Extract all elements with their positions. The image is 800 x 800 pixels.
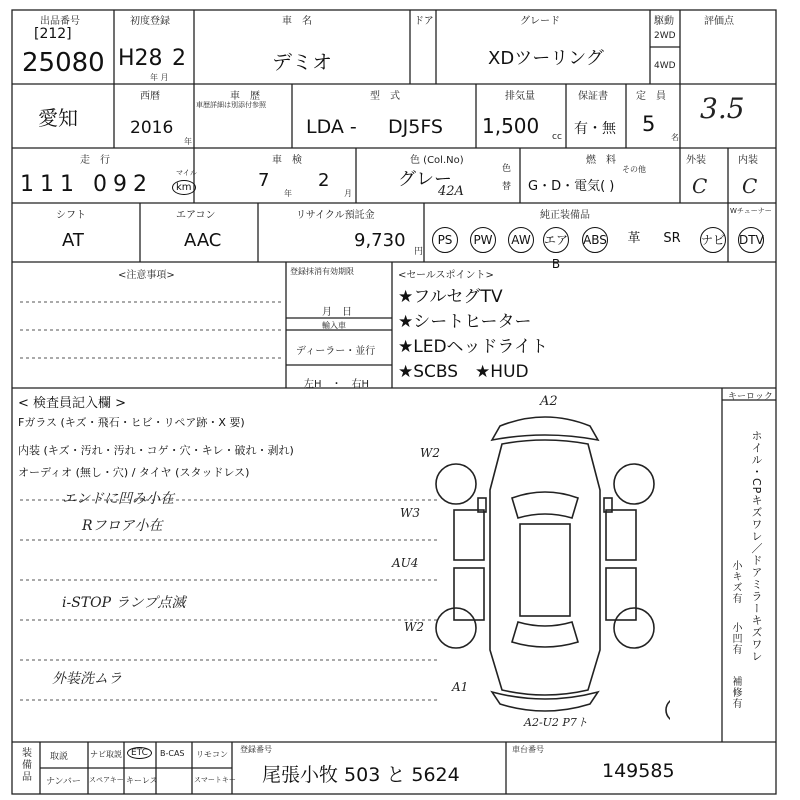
ac-label: エアコン [176,210,216,221]
recall-label: 登録抹消有効期限 [290,267,354,276]
footer-item-manual: 取説 [50,752,69,762]
equipment-item [432,227,458,253]
ac: AAC [184,230,222,251]
equipment-item-label: 革 [627,231,641,246]
capacity-unit: 名 [671,133,679,142]
footer-item-navi-manual: ナビ取説 [90,750,122,759]
hand-note-3: i-STOP ランプ点滅 [62,595,186,611]
shift-label: シフト [56,210,86,221]
lot-number: 25080 [22,48,105,78]
equipment-item [700,227,726,253]
handle-label: 左H ・ 右H [304,379,370,390]
equipment-item [470,227,496,253]
equipment-item [660,227,684,251]
color-change-label: 色替 [502,164,512,192]
model-label: 型 式 [370,91,400,102]
color-code: 42A [438,184,464,199]
hand-note-4: 外装洗ムラ [52,671,122,687]
shaken-year: 7 [258,170,270,191]
equipment-item [543,227,569,272]
tv-label: Wチューナー [730,207,772,215]
footer-item-etc: ETC [127,747,152,759]
color-label: 色 (Col.No) [410,155,464,166]
sales-label: <セールスポイント> [398,270,494,281]
keylock-label: キーロック [728,392,773,402]
footer-item-number: ナンバー [46,777,81,787]
recycle: 9,730 [354,230,406,251]
chassis-label: 車台番号 [512,745,544,754]
lot-label: 出品番号 [40,16,80,27]
cc-label: 排気量 [505,91,535,102]
color: グレー [398,169,452,190]
warranty-label: 保証書 [578,91,608,102]
mileage-unit-alt: マイル [176,169,197,177]
first-reg-era: H28 [118,46,163,71]
warranty: 有・無 [574,121,616,137]
fuel-label: 燃 料 [586,155,616,166]
mark-w3: W3 [400,506,420,520]
exterior: C [692,174,708,198]
capacity: 5 [642,112,656,136]
year-label: 西暦 [140,91,160,102]
mark-a2-top: A2 [540,394,558,409]
interior: C [742,174,758,198]
hand-note-2: Rフロア小在 [82,518,163,534]
equipment-label: 純正装備品 [540,210,590,221]
score-label: 評価点 [704,16,734,27]
history-label: 車 歴 [230,91,260,102]
import-label: 輸入車 [322,321,346,330]
right-vertical-note: ホイル・CPキズワレ／ドアミラーキズワレ [750,430,763,663]
footer-item-keyless: キーレス [126,776,158,785]
first-reg-label: 初度登録 [130,16,170,27]
inspection-title: < 検査員記入欄 > [18,396,127,411]
sales-point-3: ★LEDヘッドライト [398,337,549,357]
inspection-interior: 内装 (キズ・汚れ・汚れ・コゲ・穴・キレ・破れ・剥れ) [18,444,294,457]
score: 3.5 [700,92,745,125]
grade-label: グレード [520,16,560,27]
cc-unit: cc [552,132,562,142]
recall-date: 月 日 [322,307,352,318]
year-unit: 年 [184,137,192,146]
equipment-item-label: ナビ [700,227,726,253]
door-label: ドア [414,16,434,27]
fuel: G・D・電気( ) [528,179,615,194]
mark-a1: A1 [452,680,469,694]
dealer-label: ディーラー・並行 [296,346,376,357]
recycle-label: リサイクル預託金 [296,210,375,221]
equipment-item-label: PW [470,227,496,253]
grade: XDツーリング [488,48,604,69]
drive-label: 駆動 [654,16,674,27]
drive-2wd: 2WD [654,31,676,41]
equipment-item-label: DTV [738,227,764,253]
car-name-label: 車 名 [282,16,312,27]
sales-point-4: ★SCBS ★HUD [398,362,529,382]
equipment-item-label: ABS [582,227,608,253]
footer-item-bcas: B-CAS [160,749,185,758]
model-prefix: LDA - [306,116,357,138]
history-sub: 車歴詳細は別添付参照 [196,101,266,109]
equipment-item-label: PS [432,227,458,253]
mark-a2-rear: A2-U2 P7ト [524,716,588,729]
interior-label: 内装 [738,155,758,166]
sales-point-1: ★フルセグTV [398,287,503,307]
shaken-month-unit: 月 [344,189,352,198]
chassis: 149585 [602,760,675,782]
sales-point-2: ★シートヒーター [398,312,532,332]
capacity-label: 定 員 [636,91,666,102]
equipment-item-label: SR [663,231,681,246]
inspection-audio: オーディオ (無し・穴) / タイヤ (スタッドレス) [18,466,250,479]
mark-w2-upper: W2 [420,446,440,460]
drive-4wd: 4WD [654,61,676,71]
equipment-item-label: AW [508,227,534,253]
plate-label: 登録番号 [240,745,272,754]
inspection-glass: Fガラス (キズ・飛石・ヒビ・リペア跡・X 要) [18,416,245,429]
recycle-unit: 円 [414,247,424,257]
model-code: DJ5FS [388,116,443,138]
fuel-other: その他 [622,165,646,174]
hand-note-1: エンドに凹み小在 [62,491,174,507]
right-small-1: 小キズ有 [730,560,741,604]
shift: AT [62,230,84,251]
mileage-unit: km [172,180,196,195]
mileage-label: 走 行 [80,155,110,166]
shaken-year-unit: 年 [284,189,292,198]
mark-au4: AU4 [392,556,419,570]
car-name: デミオ [272,50,332,74]
first-reg-units: 年 月 [150,73,169,82]
mark-w2-lower: W2 [404,620,424,634]
plate: 尾張小牧 503 と 5624 [262,764,460,786]
equipment-item [582,227,608,253]
right-small-2: 小凹有 [730,622,741,655]
footer-item-remote: リモコン [196,750,228,759]
equipment-item [738,227,764,253]
equipment-item-label: エアB [543,227,569,253]
shaken-month: 2 [318,170,330,191]
exterior-label: 外装 [686,155,706,166]
equipment-item [508,227,534,253]
right-small-3: 補修有 [730,676,741,709]
region: 愛知 [38,106,78,130]
first-reg-month: 2 [172,46,186,71]
footer-label: 装備品 [22,748,32,783]
footer-item-smart-key: スマートキー [194,776,236,784]
notes-label: <注意事項> [118,270,175,281]
cc-value: 1,500 [482,114,540,138]
year: 2016 [130,118,174,138]
shaken-label: 車 検 [272,155,302,166]
mileage: 111 092 [20,172,153,197]
footer-item-spare-key: スペアキー [89,776,124,784]
equipment-item [622,227,646,251]
lot-sub: [212] [34,26,72,42]
